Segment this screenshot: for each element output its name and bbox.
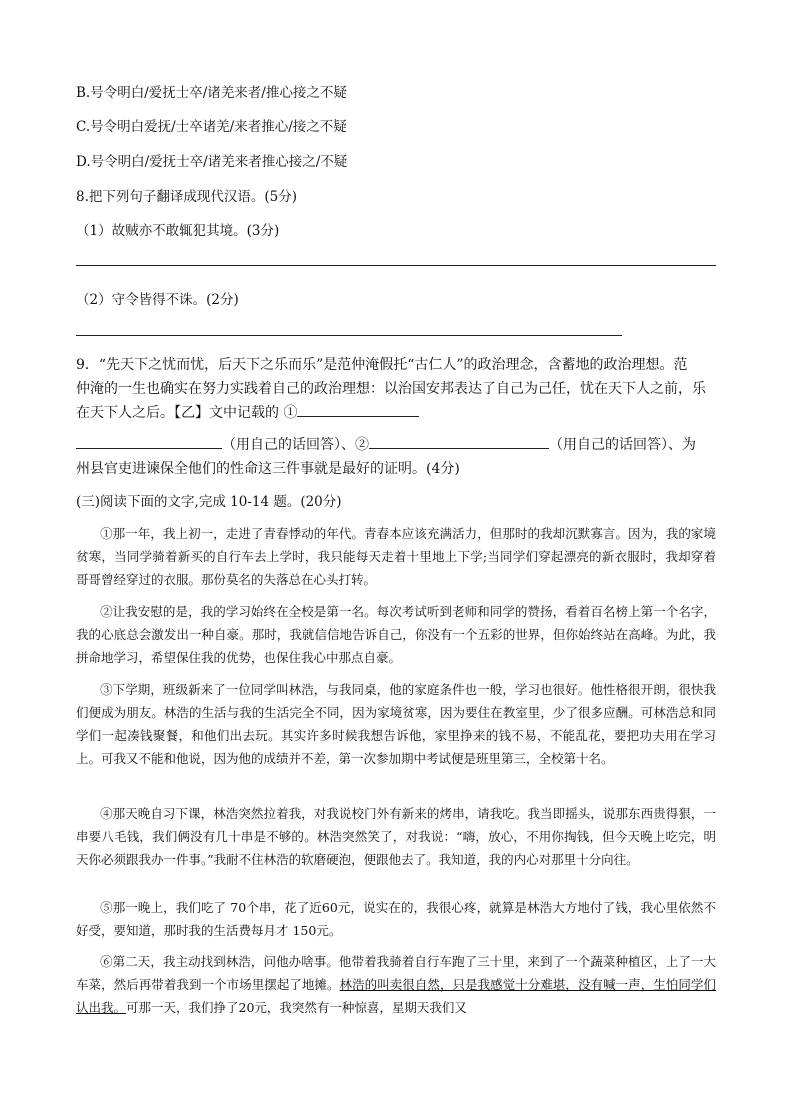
paragraph-6-underlined: 林浩的叫卖很自然，只是我感觉十分难堪，没有喊一声，生怕同学们认出我。: [76, 977, 716, 1015]
question-9-line-2: 仲淹的一生也确实在努力实践着自己的政治理想：以治国安邦表达了自己为己任，忧在天下人之前，乐: [76, 381, 706, 397]
paragraph-5-text: ⑤那一晚上，我们吃了 70个串，花了近60元，说实在的，我很心疼，就算是林浩大方地付了钱，我心里依然不好受，要知道，那时我的生活费每月才 150元。: [76, 900, 716, 938]
option-c: C.号令明白爱抚/士卒诸羌/来者推心/接之不疑: [76, 119, 347, 135]
paragraph-3-text: ③下学期，班级新来了一位同学叫林浩，与我同桌，他的家庭条件也一般，学习也很好。他性格很开朗，很快我们便成为朋友。林浩的生活与我的生活完全不同，因为家境贫寒，因为要住在教室里，少了很多应酬。可林浩总和同学们一起凑钱聚餐，和他们出去玩。其实许多时候我想告诉他，家里挣来的钱不易，不能乱花，要把功夫用在学习上。可我又不能和他说，因为他的成绩并不差，第一次参加期中考试便是班里第三，全校第十名。: [76, 682, 716, 766]
answer-line-1[interactable]: [76, 265, 716, 266]
answer-blank-1[interactable]: [297, 402, 419, 417]
paragraph-5: [76, 896, 716, 942]
question-9-line-4: [76, 433, 716, 457]
paragraph-3: [76, 678, 716, 770]
paragraph-1-text: ①那一年，我上初一，走进了青春悸动的年代。青春本应该充满活力，但那时的我却沉默寡言。因为，我的家境贫寒，当同学骑着新买的自行车去上学时，我只能每天走着十里地上下学;当同学们穿起漂亮的新衣服时，我却穿着哥哥曾经穿过的衣服。那份莫名的失落总在心头打转。: [76, 526, 716, 587]
paragraph-6-text-b: 可那一天，我们挣了20元，我突然有一种惊喜，星期天我们又: [126, 1000, 467, 1015]
paragraph-2-text: ②让我安慰的是，我的学习始终在全校是第一名。每次考试听到老师和同学的赞扬，看着百名榜上第一个名字，我的心底总会激发出一种自豪。那时，我就信信地告诉自己，你没有一个五彩的世界，但你始终站在高峰。为此，我拼命地学习，希望保住我的优势，也保住我心中那点自豪。: [76, 604, 716, 665]
section-3-title: (三)阅读下面的文字,完成 10-14 题。(20分): [76, 494, 342, 510]
answer-blank-1-continued[interactable]: [76, 434, 222, 449]
paragraph-4: [76, 802, 716, 871]
paragraph-6-text-a: ⑥第二天，我主动找到林浩，问他办啥事。他带着我骑着自行车跑了三十里，来到了一个蔬菜种植区，上了一大车菜，然后再带着我到一个市场里摆起了地摊。: [76, 954, 716, 992]
paragraph-2: [76, 600, 716, 669]
question-9-line-4-text-a: （用自己的话回答）、②: [222, 437, 369, 453]
question-8-title: 8.把下列句子翻译成现代汉语。(5分): [76, 189, 298, 205]
paragraph-6: [76, 950, 716, 1019]
answer-line-2[interactable]: [76, 335, 622, 336]
option-b: B.号令明白/爱抚士卒/诸羌来者/推心接之不疑: [76, 85, 347, 101]
question-9-line-5: 州县官吏进谏保全他们的性命这三件事就是最好的证明。(4分): [76, 461, 460, 477]
question-8-sentence-1: （1）故贼亦不敢辄犯其境。(3分): [76, 223, 280, 239]
question-9-line-1: 9．“先天下之忧而忧，后天下之乐而乐”是范仲淹假托“古仁人”的政治理念，含蓄地的政治理想。范: [76, 357, 688, 373]
question-9-line-3-text: 在天下人之后。【乙】文中记载的 ①: [76, 405, 298, 421]
question-9: [76, 353, 716, 481]
question-8-sentence-2: （2）守令皆得不诛。(2分): [76, 292, 239, 308]
option-d: D.号令明白/爱抚士卒/诸羌来者推心接之/不疑: [76, 154, 348, 170]
paragraph-1: [76, 522, 716, 591]
question-9-line-3: [76, 401, 716, 425]
question-9-line-4-text-b: （用自己的话回答）、为: [549, 437, 696, 453]
answer-blank-2[interactable]: [369, 434, 549, 449]
paragraph-4-text: ④那天晚自习下课，林浩突然拉着我，对我说校门外有新来的烤串，请我吃。我当即摇头，说那东西贵得狠，一串要八毛钱，我们俩没有几十串是不够的。林浩突然笑了，对我说：“嗨，放心，不用你掏钱，但今天晚上吃完，明天你必须跟我办一件事。”我耐不住林浩的软磨硬泡，便跟他去了。我知道，我的内心对那里十分向往。: [76, 806, 716, 867]
